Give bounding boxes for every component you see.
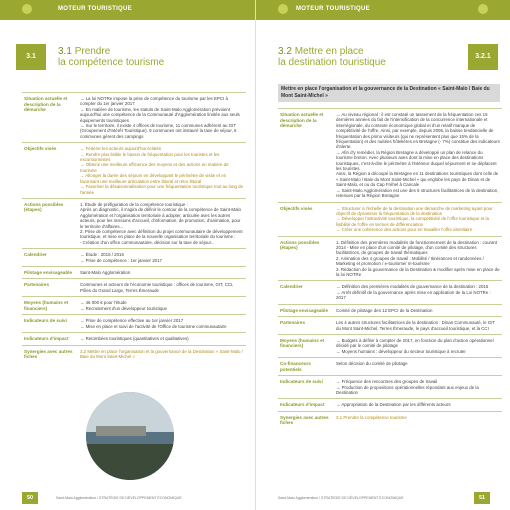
content-line: → Sur le territoire, il existe 4 offices de tourisme, 11 communes adhèrent au GIT (Groupement d'Intérêt Touristique). 9 communes ont instauré la taxe de séjour, 6 communes gèrent des campings [80,123,237,139]
row-content [334,376,502,398]
row-label: Pilotage envisageable [24,269,72,275]
subtitle-bar: Mettre en place l'organisation et la gouvernance de la Destination « Saint-Malo / Baie du Mont Saint-Michel » [278,84,500,102]
row-label: Indicateurs de suivi [280,379,323,385]
bullet-icon [278,4,288,14]
row-content [334,358,502,375]
row-content [78,297,246,314]
content-line: → Saint-Malo Agglomération est une des 5 structures facilitatrices de la destination, retenues par la Région Bretagne [336,187,499,199]
table-row [278,236,502,281]
section-number-badge: 3.1 [16,44,46,70]
footer-text: Saint-Malo Agglomération / STRATÉGIE DE DÉVELOPPEMENT ÉCONOMIQUE [56,496,182,500]
content-line: → La loi NOTRe impose la prise de compétence du tourisme par les EPCI à compter du 1er janvier 2017 [80,96,228,107]
row-label: Partenaires [24,282,50,288]
page-title [278,46,386,68]
row-label: Partenaires [280,320,306,326]
content-line: 1. Étude de préfiguration de la compétence touristique : [80,201,188,207]
content-line: Saint-Malo Agglomération [80,269,131,275]
content-line: → Au niveau régional : il est constaté un tassement de la fréquentation ces 15 dernières années du fait de l'intensification de la concurrence internationale et interrégionale, du contexte économique global et d'un relatif manque de compétitivité de l'offre. Ainsi, par exemple, depuis 2006, la baisse tendancielle de fréquentation des primo visiteurs (qui ne représentent plus que 15% de la fréquentation) et des nuitées hôtelières en Bretagne (- 7%) constitue des indicateurs d'alerte. [336,112,500,150]
row-label: Situation actuelle et description de la démarche [280,112,324,128]
section-header: MOTEUR TOURISTIQUE [296,6,370,12]
row-content [334,412,502,429]
row-content [78,249,246,266]
row-label: Actions possibles (étapes) [24,201,64,213]
table-row [22,266,246,279]
content-line: 3.1 Prendre la compétence tourisme [336,414,407,420]
table-row [22,142,246,198]
page-number: 51 [474,492,490,504]
table-row [278,202,502,236]
content-line: Selon décision du comité de pilotage [336,361,408,367]
row-content [78,315,246,332]
row-content [334,317,502,334]
row-label: Objectifs visés [280,205,313,211]
content-line: → Fréquence des rencontres des groupes de travail [336,379,438,385]
row-content [334,399,502,411]
info-table [22,92,246,363]
content-line: 2. Animation des 4 groupes de travail : Mobilité / Itinérances et randonnées / Marketing et promotion / e-tourisme/ m-tourisme [336,255,484,267]
content-line: → Mise en place et suivi de l'activité de l'Office de tourisme communautaire [80,323,227,329]
content-line: → Production de propositions opérationnelles répondant aux enjeux de la Destination [336,384,479,395]
table-row [22,345,246,363]
table-row [278,304,502,317]
content-line: → Afin d'y remédier, la Région Bretagne a développé un plan de relance du tourisme breton. Avec plusieurs axes dont la mise en place des destinations touristiques, c'est-à-dire le périmètre à l'intérieur duquel séjournent et se déplacent les touristes. [336,149,497,172]
row-label: Calendrier [24,252,47,258]
content-line: Comité de pilotage des 12 EPCI de la Destination [336,307,433,313]
table-row [22,278,246,296]
row-label: Indicateurs d'impact [24,336,69,342]
row-content [334,305,502,317]
content-line: Les 4 autres structures facilitatrices de la destination : Dinan Communauté, le GIT du Mont Saint-Michel, Terres Émeraude, le pays d'accueil touristique, et la CCI [336,320,496,331]
content-line: → En matière de tourisme, les statuts de Saint-Malo Agglomération prévoient aujourd'hui une compétence de la Communauté d'Agglomération limitée aux seuls équipements touristiques [80,106,240,123]
content-line: → Moyens humains : développeur du secteur touristique à recruter [336,348,466,354]
table-row [22,332,246,345]
bullet-icon [478,4,488,14]
page-footer [0,492,255,504]
content-line: 2. Prise de compétence avec définition du projet communautaire de développement touristique, et mise en place de la nouvelle organisation territoriale du tourisme : [80,228,243,240]
row-label: Moyens (humains et financiers) [24,300,69,311]
table-row [22,248,246,266]
content-line: → Structurer à l'échelle de la destination une démarche de marketing ayant pour objectif de dynamiser la fréquentation de la destination [336,205,493,216]
title-number: 3.2 [278,46,292,57]
info-table [278,108,502,429]
content-line: → Fédérer les acteurs aujourd'hui éclatés [80,146,162,152]
row-label: Co-financeurs potentiels [280,361,311,372]
row-content [78,346,246,363]
row-label: Situation actuelle et description de la démarche [24,96,68,112]
content-line: 1. Définition des premières modalités de fonctionnement de la destination : courant 2014 - Mise en place d'un comité de pilotage, d'un comité des structures facilitatrices, de groupes de travail thématiques [336,239,498,256]
table-row [22,314,246,332]
title-main: Prendre [74,46,111,57]
content-line: → Rendre plus lisible le bassin de fréquentation pour les touristes et les excursionnistes [80,151,220,163]
row-content [334,335,502,357]
bullet-icon [22,4,32,14]
section-header: MOTEUR TOURISTIQUE [58,6,132,12]
row-content [334,281,502,303]
table-row [22,296,246,314]
title-sub: la destination touristique [278,57,386,68]
content-line: → Prise de compétence effective au 1er janvier 2017 [80,318,184,324]
row-label: Synergies avec autres fiches [280,414,329,426]
table-row [278,411,502,429]
row-content [78,267,246,279]
table-row [278,398,502,411]
row-content [78,279,246,296]
table-row [22,198,246,248]
row-label: Calendrier [280,284,303,290]
content-line: → Appropriation de la Destination par les différents acteurs [336,402,451,408]
row-label: Indicateurs d'impact [280,402,325,408]
page-number: 50 [22,492,38,504]
content-line: → Étude : 2015 / 2016 [80,252,124,258]
top-bar [0,0,255,20]
row-content [78,143,246,198]
right-page [255,0,510,510]
row-content [334,203,502,236]
content-line: → Arrêt définitif de la gouvernance après mise en application de la Loi NOTRe : 2017 [336,289,491,301]
row-label: Actions possibles (étapes) [280,239,320,251]
table-row [278,316,502,334]
content-line: → Retombées touristiques (quantitatives et qualitatives) [80,336,189,342]
row-content [334,109,502,202]
row-label: Moyens (humains et financiers) [280,337,325,349]
row-label: Synergies avec autres fiches [24,348,73,360]
row-content [78,199,246,248]
table-row [278,280,502,303]
content-line: → Définition des premières modalités de gouvernance de la destination : 2015 [336,284,489,290]
page-title [58,46,164,68]
row-content [78,93,246,142]
title-sub: la compétence tourisme [58,57,165,68]
table-row [278,108,502,202]
content-line: → Prise de compétence : 1er janvier 2017 [80,257,163,263]
content-line: 3.2 Mettre en place l'organisation et la gouvernance de la Destination « Saint-Malo / Baie du Mont Saint-Michel » [80,348,243,359]
content-line: → Créer une cohérence des actions pour en travailler l'offre identitaire [336,227,473,233]
content-line: → 46 000 € pour l'étude [80,300,127,306]
content-line: Ainsi, la Région a découpé la Bretagne en 11 destinations touristiques dont celle de « Saint-Malo / Baie du Mont Saint-Michel » qui englobe les pays de Dinan et de Saint-Malo, et ou du Cap Fréhel à Cancale [336,171,499,188]
content-line: 3. Rédaction de la gouvernance de la Destination & modifier après mise en place de la loi NOTRe [336,266,500,277]
footer-text: Saint-Malo Agglomération / STRATÉGIE DE DÉVELOPPEMENT ÉCONOMIQUE [278,496,404,500]
row-label: Objectifs visés [24,146,57,152]
content-line: → Obtenir une meilleure efficience des moyens et des actions en matière de tourisme [80,162,229,173]
content-line: Après un diagnostic, il s'agira de définir le contour de la compétence de Saint-Malo Agglomération et l'organisation territoriale à adopter, articulée avec les autres acteurs, pour les missions d'accueil, d'information, de promotion, d'animation, pour le territoire d'affaires... [80,207,241,229]
table-row [278,375,502,398]
content-line: → Développer l'attractivité touristique, la compétitivité de l'offre touristique et la lisibilité de l'offre en termes de différenciation [336,216,489,227]
title-main: Mettre en place [294,46,364,57]
page-footer [256,492,510,504]
title-number: 3.1 [58,46,72,57]
row-label: Indicateurs de suivi [24,318,67,324]
row-content [78,333,246,345]
table-row [22,92,246,142]
top-bar [256,0,510,20]
content-line: → Favoriser la désaisonnalisation pour une fréquentation touristique tout au long de l'année [80,184,244,195]
row-label: Pilotage envisageable [280,307,328,313]
content-line: → Recrutement d'un développeur touristique [80,305,167,311]
coast-photo [86,392,174,480]
section-number-badge: 3.2.1 [468,44,498,70]
table-row [278,334,502,357]
content-line: Communes et acteurs de l'économie touristique : offices de tourisme, GIT, CCI, Pôles du Grand Large, Terres Émeraude [80,282,234,293]
table-row [278,357,502,375]
content-line: - Création d'un office communautaire, décision sur la taxe de séjour... [80,239,215,245]
content-line: → Budgets à définir à compter de 2017, en fonction du plan d'action opérationnel décidé par le comité de pilotage [336,337,494,349]
row-content [334,237,502,281]
content-line: → Allonger la durée des séjours en développant le périmètre de visite et en favorisant une meilleure articulation entre littoral et rétro littoral [80,173,227,184]
